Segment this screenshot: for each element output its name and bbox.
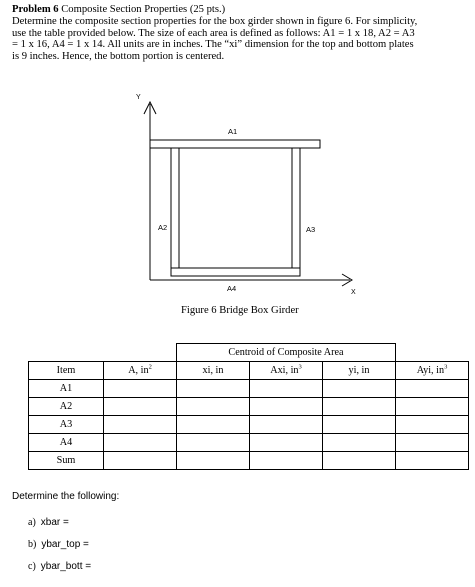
- col-header-area-exponent: 2: [148, 363, 152, 371]
- table-row: [29, 415, 469, 433]
- section-properties-table: [28, 343, 469, 470]
- row-label: A3: [29, 415, 104, 433]
- table-row: [29, 397, 469, 415]
- table-cell: [104, 415, 177, 433]
- col-header-axi-exponent: 3: [298, 363, 302, 371]
- table-cell: [250, 415, 323, 433]
- box-girder-diagram: [120, 92, 380, 302]
- table-header-row: [29, 361, 469, 379]
- label-a3: A3: [306, 225, 316, 234]
- table-cell: [323, 433, 396, 451]
- question-item: [28, 539, 89, 550]
- table-cell: [396, 397, 469, 415]
- col-header-ayi-exponent: 3: [444, 363, 448, 371]
- problem-description: [12, 16, 474, 63]
- col-header-ayi: [396, 361, 469, 379]
- x-axis-label: X: [351, 289, 356, 296]
- row-label: Sum: [29, 451, 104, 469]
- table-row: [29, 451, 469, 469]
- table-row: [29, 433, 469, 451]
- table-cell: [250, 433, 323, 451]
- col-header-area: [104, 361, 177, 379]
- table-cell: [104, 379, 177, 397]
- col-header-area-text: A, in: [128, 364, 149, 376]
- table-cell: [250, 397, 323, 415]
- description-line-1: Determine the composite section properties for the box girder shown in figure 6. For simplicity,: [12, 15, 418, 27]
- table-cell: [396, 379, 469, 397]
- table-cell: [323, 415, 396, 433]
- table-cell: [177, 415, 250, 433]
- table-cell: [250, 379, 323, 397]
- table-cell: [177, 451, 250, 469]
- table-row: [29, 379, 469, 397]
- table-cell: [104, 433, 177, 451]
- table-group-header-row: [29, 344, 469, 362]
- question-expression: ybar_top =: [41, 539, 89, 550]
- col-header-ayi-text: Ayi, in: [416, 364, 445, 376]
- question-item: [28, 517, 69, 528]
- plate-a2: [171, 148, 179, 268]
- question-letter: a): [28, 517, 36, 528]
- question-letter: b): [28, 539, 37, 550]
- problem-title-text: Composite Section Properties (25 pts.): [58, 4, 226, 15]
- figure-caption: Figure 6 Bridge Box Girder: [181, 305, 299, 316]
- blank-cell: [29, 344, 104, 362]
- plate-a1: [150, 140, 320, 148]
- row-label: A4: [29, 433, 104, 451]
- label-a2: A2: [158, 223, 168, 232]
- y-axis-label: Y: [136, 94, 141, 101]
- table-cell: [177, 433, 250, 451]
- col-header-xi: xi, in: [177, 361, 250, 379]
- table-cell: [396, 433, 469, 451]
- table-cell: [250, 451, 323, 469]
- question-item: [28, 561, 91, 572]
- question-expression: xbar =: [40, 517, 69, 528]
- table-cell: [396, 415, 469, 433]
- problem-number: Problem 6: [12, 4, 59, 15]
- table-cell: [323, 397, 396, 415]
- question-letter: c): [28, 561, 36, 572]
- col-header-item: Item: [29, 361, 104, 379]
- description-line-3: = 1 x 16, A4 = 1 x 14. All units are in inches. The “xi” dimension for the top and bottom plates: [12, 39, 414, 51]
- description-line-4: is 9 inches. Hence, the bottom portion is centered.: [12, 51, 225, 63]
- table-cell: [104, 451, 177, 469]
- table-cell: [104, 397, 177, 415]
- table-cell: [177, 379, 250, 397]
- question-expression: ybar_bott =: [40, 561, 92, 572]
- centroid-group-header: Centroid of Composite Area: [177, 344, 396, 362]
- row-label: A1: [29, 379, 104, 397]
- table-cell: [323, 379, 396, 397]
- plate-a3: [292, 148, 300, 268]
- problem-header: [12, 4, 474, 63]
- col-header-yi: yi, in: [323, 361, 396, 379]
- determine-heading: Determine the following:: [12, 491, 120, 502]
- table-cell: [177, 397, 250, 415]
- description-line-2: use the table provided below. The size of each area is defined as follows: A1 = 1 x 18, A2 = A3: [12, 27, 415, 39]
- col-header-axi: [250, 361, 323, 379]
- box-girder-figure: [120, 92, 380, 302]
- label-a4: A4: [227, 284, 237, 293]
- table-cell: [396, 451, 469, 469]
- label-a1: A1: [228, 127, 238, 136]
- row-label: A2: [29, 397, 104, 415]
- plate-a4: [171, 268, 300, 276]
- col-header-axi-text: Axi, in: [270, 364, 299, 376]
- table-cell: [323, 451, 396, 469]
- blank-cell: [104, 344, 177, 362]
- blank-cell: [396, 344, 469, 362]
- problem-title: [12, 4, 474, 16]
